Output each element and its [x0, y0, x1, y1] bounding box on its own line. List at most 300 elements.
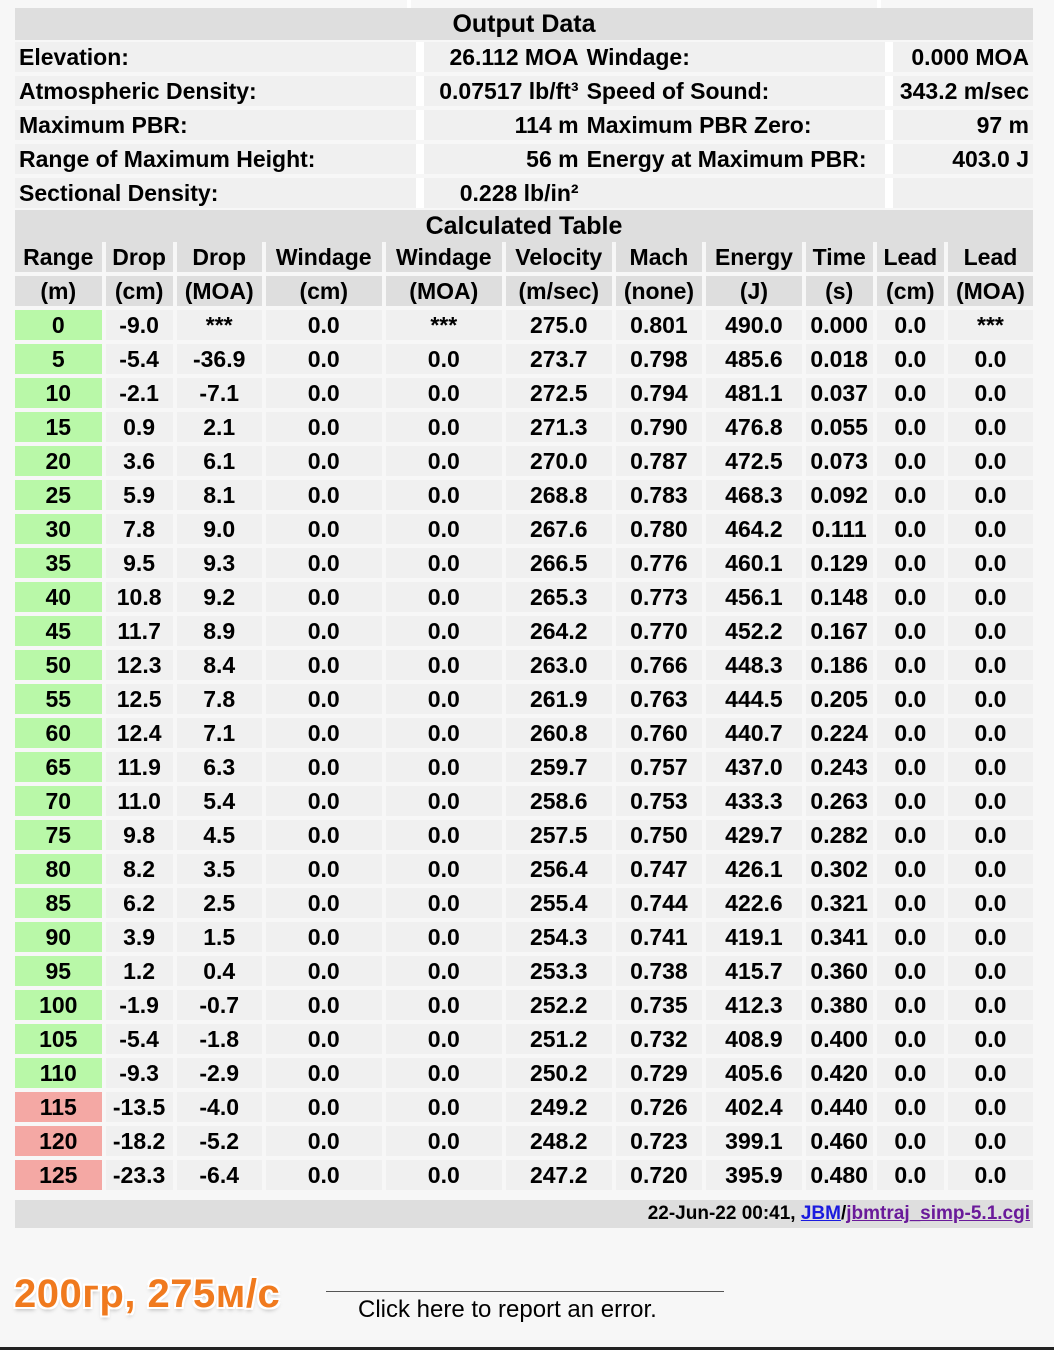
table-cell: 0.0 — [948, 446, 1033, 476]
table-cell: 0.732 — [616, 1024, 703, 1054]
table-row — [15, 310, 1033, 340]
output-label: Maximum PBR: — [15, 110, 416, 140]
table-cell: 251.2 — [506, 1024, 612, 1054]
table-cell: 0.0 — [266, 480, 382, 510]
table-cell: 0.0 — [386, 446, 502, 476]
table-cell: 2.1 — [177, 412, 262, 442]
table-cell: 0.0 — [948, 378, 1033, 408]
column-unit: (cm) — [266, 276, 382, 306]
table-cell: 254.3 — [506, 922, 612, 952]
table-cell: 0.243 — [806, 752, 873, 782]
table-cell: 0.0 — [948, 854, 1033, 884]
table-cell: 0.0 — [266, 582, 382, 612]
table-cell: 0.0 — [266, 616, 382, 646]
table-cell: 1.2 — [106, 956, 173, 986]
table-cell: 0.0 — [948, 1126, 1033, 1156]
table-cell: 0.000 — [806, 310, 873, 340]
divider — [326, 1291, 724, 1292]
output-row — [15, 144, 1033, 174]
column-unit: (cm) — [877, 276, 944, 306]
table-row — [15, 854, 1033, 884]
table-cell: 7.8 — [177, 684, 262, 714]
table-cell: 460.1 — [706, 548, 801, 578]
jbm-link[interactable]: JBM — [800, 1203, 841, 1224]
table-cell: 0.0 — [266, 446, 382, 476]
table-cell: 0.0 — [877, 310, 944, 340]
table-cell: -7.1 — [177, 378, 262, 408]
table-cell: 464.2 — [706, 514, 801, 544]
table-cell: 0.0 — [266, 956, 382, 986]
table-cell: 3.6 — [106, 446, 173, 476]
range-cell: 45 — [15, 616, 102, 646]
table-cell: 0.420 — [806, 1058, 873, 1088]
table-cell: 0.0 — [386, 412, 502, 442]
output-value: 56 m — [424, 144, 582, 174]
column-header: Velocity — [506, 242, 612, 272]
cell-gap — [416, 76, 424, 106]
table-cell: 0.186 — [806, 650, 873, 680]
table-row — [15, 344, 1033, 374]
table-cell: 399.1 — [706, 1126, 801, 1156]
table-cell: 412.3 — [706, 990, 801, 1020]
table-cell: 270.0 — [506, 446, 612, 476]
table-cell: 9.8 — [106, 820, 173, 850]
table-row — [15, 582, 1033, 612]
report-error-link[interactable]: Click here to report an error. — [358, 1296, 657, 1323]
table-cell: 405.6 — [706, 1058, 801, 1088]
table-cell: 0.0 — [386, 650, 502, 680]
table-cell: 0.0 — [266, 786, 382, 816]
cell-gap — [885, 144, 893, 174]
table-cell: 0.302 — [806, 854, 873, 884]
table-cell: 265.3 — [506, 582, 612, 612]
range-cell: 55 — [15, 684, 102, 714]
table-row — [15, 480, 1033, 510]
table-cell: 0.0 — [948, 514, 1033, 544]
table-cell: -0.7 — [177, 990, 262, 1020]
table-cell: 0.773 — [616, 582, 703, 612]
output-value: 343.2 m/sec — [893, 76, 1033, 106]
table-cell: -1.8 — [177, 1024, 262, 1054]
table-cell: 0.0 — [266, 378, 382, 408]
table-cell: 12.5 — [106, 684, 173, 714]
table-cell: 6.3 — [177, 752, 262, 782]
table-cell: 0.0 — [877, 684, 944, 714]
table-cell: 456.1 — [706, 582, 801, 612]
table-row — [15, 786, 1033, 816]
table-cell: 248.2 — [506, 1126, 612, 1156]
table-cell: 0.0 — [877, 854, 944, 884]
table-cell: 0.0 — [948, 344, 1033, 374]
table-cell: 12.3 — [106, 650, 173, 680]
table-cell: 402.4 — [706, 1092, 801, 1122]
table-cell: 7.1 — [177, 718, 262, 748]
table-cell: 0.0 — [948, 1092, 1033, 1122]
table-cell: 0.224 — [806, 718, 873, 748]
table-cell: 2.5 — [177, 888, 262, 918]
output-label: Energy at Maximum PBR: — [583, 144, 885, 174]
table-cell: 6.1 — [177, 446, 262, 476]
range-cell: 5 — [15, 344, 102, 374]
range-cell: 35 — [15, 548, 102, 578]
table-cell: 0.0 — [386, 922, 502, 952]
table-cell: 481.1 — [706, 378, 801, 408]
table-cell: 0.0 — [386, 752, 502, 782]
table-cell: 0.801 — [616, 310, 703, 340]
table-cell: 0.0 — [386, 956, 502, 986]
table-cell: 0.0 — [877, 1024, 944, 1054]
table-cell: 264.2 — [506, 616, 612, 646]
column-unit: (m/sec) — [506, 276, 612, 306]
calculated-table — [11, 238, 1037, 1194]
table-cell: 0.790 — [616, 412, 703, 442]
table-cell: 0.0 — [386, 616, 502, 646]
table-cell: 0.0 — [948, 650, 1033, 680]
table-cell: 0.783 — [616, 480, 703, 510]
output-label — [583, 178, 885, 208]
jbmtraj-link[interactable]: jbmtraj_simp-5.1.cgi — [846, 1203, 1030, 1224]
table-cell: 8.4 — [177, 650, 262, 680]
table-cell: 429.7 — [706, 820, 801, 850]
column-header: Lead — [877, 242, 944, 272]
table-cell: 0.0 — [386, 1092, 502, 1122]
table-cell: 0.0 — [877, 412, 944, 442]
table-cell: 0.0 — [877, 446, 944, 476]
table-cell: 0.0 — [266, 650, 382, 680]
table-cell: 8.2 — [106, 854, 173, 884]
header-row — [15, 242, 1033, 272]
table-cell: 0.766 — [616, 650, 703, 680]
table-cell: 267.6 — [506, 514, 612, 544]
range-cell: 80 — [15, 854, 102, 884]
cell-gap — [416, 178, 424, 208]
table-cell: 0.0 — [386, 480, 502, 510]
table-cell: 273.7 — [506, 344, 612, 374]
table-cell: 0.0 — [948, 922, 1033, 952]
table-cell: 0.776 — [616, 548, 703, 578]
table-row — [15, 1058, 1033, 1088]
column-unit: (none) — [616, 276, 703, 306]
table-cell: 8.9 — [177, 616, 262, 646]
table-cell: 0.0 — [948, 990, 1033, 1020]
table-cell: 426.1 — [706, 854, 801, 884]
table-cell: 0.0 — [877, 1092, 944, 1122]
table-cell: 4.5 — [177, 820, 262, 850]
column-unit: (MOA) — [948, 276, 1033, 306]
table-cell: 0.0 — [948, 888, 1033, 918]
range-cell: 90 — [15, 922, 102, 952]
output-row — [15, 42, 1033, 72]
output-label: Sectional Density: — [15, 178, 416, 208]
table-cell: 0.360 — [806, 956, 873, 986]
table-cell: 0.0 — [266, 718, 382, 748]
table-cell: 247.2 — [506, 1160, 612, 1190]
table-row — [15, 820, 1033, 850]
table-cell: -5.2 — [177, 1126, 262, 1156]
table-cell: 0.0 — [877, 1126, 944, 1156]
table-cell: 0.0 — [877, 888, 944, 918]
table-cell: 0.341 — [806, 922, 873, 952]
table-row — [15, 446, 1033, 476]
range-cell: 75 — [15, 820, 102, 850]
table-cell: 422.6 — [706, 888, 801, 918]
table-row — [15, 1092, 1033, 1122]
table-cell: 0.0 — [948, 1058, 1033, 1088]
table-cell: 0.0 — [266, 684, 382, 714]
table-cell: 0.0 — [877, 582, 944, 612]
table-cell: 0.0 — [266, 514, 382, 544]
table-cell: 0.753 — [616, 786, 703, 816]
table-cell: 272.5 — [506, 378, 612, 408]
table-row — [15, 378, 1033, 408]
table-cell: 0.741 — [616, 922, 703, 952]
cell-gap — [885, 110, 893, 140]
table-cell: 0.0 — [877, 752, 944, 782]
table-cell: 256.4 — [506, 854, 612, 884]
table-cell: 444.5 — [706, 684, 801, 714]
table-cell: 0.0 — [266, 344, 382, 374]
table-cell: 0.735 — [616, 990, 703, 1020]
table-cell: 0.129 — [806, 548, 873, 578]
table-cell: 0.0 — [386, 548, 502, 578]
table-cell: 0.0 — [386, 888, 502, 918]
range-cell: 10 — [15, 378, 102, 408]
table-cell: 0.263 — [806, 786, 873, 816]
table-row — [15, 990, 1033, 1020]
table-cell: 0.723 — [616, 1126, 703, 1156]
range-cell: 115 — [15, 1092, 102, 1122]
table-cell: 0.055 — [806, 412, 873, 442]
table-cell: 0.167 — [806, 616, 873, 646]
table-row — [15, 650, 1033, 680]
table-cell: 0.440 — [806, 1092, 873, 1122]
output-value: 0.228 lb/in² — [424, 178, 582, 208]
table-cell: 253.3 — [506, 956, 612, 986]
range-cell: 105 — [15, 1024, 102, 1054]
table-cell: 0.794 — [616, 378, 703, 408]
column-header: Windage — [386, 242, 502, 272]
table-cell: 472.5 — [706, 446, 801, 476]
table-cell: 0.780 — [616, 514, 703, 544]
table-cell: 0.0 — [877, 480, 944, 510]
table-cell: 0.726 — [616, 1092, 703, 1122]
table-cell: 11.0 — [106, 786, 173, 816]
watermark-text: 200гр, 275м/с — [14, 1272, 281, 1316]
table-cell: 0.0 — [386, 854, 502, 884]
table-cell: 0.0 — [877, 1058, 944, 1088]
footer-bar — [15, 1200, 1033, 1228]
table-cell: 12.4 — [106, 718, 173, 748]
column-unit: (cm) — [106, 276, 173, 306]
table-cell: 0.0 — [266, 752, 382, 782]
table-cell: 0.763 — [616, 684, 703, 714]
column-unit: (m) — [15, 276, 102, 306]
table-cell: 0.0 — [877, 548, 944, 578]
table-cell: 0.0 — [386, 1058, 502, 1088]
table-cell: 0.0 — [948, 548, 1033, 578]
table-row — [15, 718, 1033, 748]
table-cell: 0.0 — [266, 1092, 382, 1122]
table-cell: 485.6 — [706, 344, 801, 374]
range-cell: 120 — [15, 1126, 102, 1156]
table-cell: 433.3 — [706, 786, 801, 816]
table-row — [15, 1024, 1033, 1054]
range-cell: 125 — [15, 1160, 102, 1190]
table-cell: 0.092 — [806, 480, 873, 510]
table-cell: 259.7 — [506, 752, 612, 782]
table-cell: 0.0 — [877, 786, 944, 816]
output-value: 26.112 MOA — [424, 42, 582, 72]
table-cell: 0.018 — [806, 344, 873, 374]
table-cell: 9.0 — [177, 514, 262, 544]
table-cell: 5.4 — [177, 786, 262, 816]
table-cell: 0.0 — [948, 752, 1033, 782]
table-cell: 0.0 — [386, 786, 502, 816]
table-cell: 261.9 — [506, 684, 612, 714]
table-cell: -23.3 — [106, 1160, 173, 1190]
table-cell: 10.8 — [106, 582, 173, 612]
table-cell: 0.111 — [806, 514, 873, 544]
table-cell: 266.5 — [506, 548, 612, 578]
table-cell: -13.5 — [106, 1092, 173, 1122]
column-header: Energy — [706, 242, 801, 272]
table-cell: 0.0 — [877, 922, 944, 952]
table-cell: 0.380 — [806, 990, 873, 1020]
table-cell: 0.798 — [616, 344, 703, 374]
table-cell: 0.0 — [386, 718, 502, 748]
output-data-table — [15, 38, 1033, 212]
table-cell: 0.770 — [616, 616, 703, 646]
table-cell: 0.0 — [877, 1160, 944, 1190]
table-cell: 7.8 — [106, 514, 173, 544]
range-cell: 50 — [15, 650, 102, 680]
cell-gap — [885, 178, 893, 208]
table-cell: 0.0 — [877, 650, 944, 680]
range-cell: 60 — [15, 718, 102, 748]
table-cell: 0.0 — [948, 1024, 1033, 1054]
table-cell: 0.460 — [806, 1126, 873, 1156]
column-header: Mach — [616, 242, 703, 272]
table-cell: 0.321 — [806, 888, 873, 918]
column-unit: (J) — [706, 276, 801, 306]
table-cell: 0.0 — [877, 378, 944, 408]
table-cell: 0.0 — [948, 480, 1033, 510]
table-row — [15, 752, 1033, 782]
table-cell: 0.0 — [948, 582, 1033, 612]
table-cell: 0.0 — [386, 684, 502, 714]
table-row — [15, 956, 1033, 986]
table-cell: 0.0 — [948, 956, 1033, 986]
table-cell: 0.0 — [386, 1126, 502, 1156]
output-value: 0.000 MOA — [893, 42, 1033, 72]
output-value: 0.07517 lb/ft³ — [424, 76, 582, 106]
table-cell: -36.9 — [177, 344, 262, 374]
table-cell: 0.0 — [266, 888, 382, 918]
table-cell: -9.0 — [106, 310, 173, 340]
footer-slash: / — [840, 1203, 847, 1224]
table-cell: 415.7 — [706, 956, 801, 986]
range-cell: 20 — [15, 446, 102, 476]
table-cell: 0.0 — [266, 1126, 382, 1156]
table-cell: 0.0 — [266, 412, 382, 442]
table-cell: 250.2 — [506, 1058, 612, 1088]
table-cell: *** — [386, 310, 502, 340]
table-cell: 476.8 — [706, 412, 801, 442]
table-cell: -1.9 — [106, 990, 173, 1020]
table-row — [15, 548, 1033, 578]
table-cell: 0.0 — [266, 1160, 382, 1190]
table-cell: 0.0 — [948, 1160, 1033, 1190]
cell-gap — [416, 42, 424, 72]
table-cell: 0.0 — [877, 344, 944, 374]
range-cell: 85 — [15, 888, 102, 918]
table-cell: 258.6 — [506, 786, 612, 816]
range-cell: 100 — [15, 990, 102, 1020]
output-value — [893, 178, 1033, 208]
range-cell: 65 — [15, 752, 102, 782]
table-cell: 5.9 — [106, 480, 173, 510]
table-cell: 0.0 — [948, 616, 1033, 646]
table-cell: 0.0 — [386, 990, 502, 1020]
table-cell: 0.400 — [806, 1024, 873, 1054]
page-content — [15, 0, 1033, 1228]
table-cell: 0.4 — [177, 956, 262, 986]
table-cell: 275.0 — [506, 310, 612, 340]
table-cell: 0.148 — [806, 582, 873, 612]
table-cell: 257.5 — [506, 820, 612, 850]
table-cell: 0.037 — [806, 378, 873, 408]
output-data-title: Output Data — [15, 8, 1033, 40]
range-cell: 30 — [15, 514, 102, 544]
column-header: Time — [806, 242, 873, 272]
table-cell: 0.720 — [616, 1160, 703, 1190]
table-cell: 249.2 — [506, 1092, 612, 1122]
table-cell: 0.0 — [386, 1160, 502, 1190]
range-cell: 40 — [15, 582, 102, 612]
table-cell: 468.3 — [706, 480, 801, 510]
table-cell: 11.9 — [106, 752, 173, 782]
column-unit: (s) — [806, 276, 873, 306]
table-cell: 0.747 — [616, 854, 703, 884]
table-cell: 0.787 — [616, 446, 703, 476]
table-row — [15, 514, 1033, 544]
table-cell: 0.0 — [948, 718, 1033, 748]
table-row — [15, 616, 1033, 646]
range-cell: 95 — [15, 956, 102, 986]
output-label: Elevation: — [15, 42, 416, 72]
output-row — [15, 76, 1033, 106]
column-header: Range — [15, 242, 102, 272]
table-cell: 0.0 — [386, 820, 502, 850]
calculated-table-title: Calculated Table — [15, 210, 1033, 242]
table-cell: 0.0 — [266, 310, 382, 340]
table-cell: *** — [177, 310, 262, 340]
output-value: 97 m — [893, 110, 1033, 140]
table-cell: 0.0 — [877, 990, 944, 1020]
table-cell: 0.0 — [948, 820, 1033, 850]
column-header: Windage — [266, 242, 382, 272]
table-cell: 490.0 — [706, 310, 801, 340]
range-cell: 110 — [15, 1058, 102, 1088]
table-cell: -2.1 — [106, 378, 173, 408]
top-strip — [15, 0, 1033, 8]
table-cell: 11.7 — [106, 616, 173, 646]
table-cell: 0.0 — [877, 956, 944, 986]
cell-gap — [416, 144, 424, 174]
table-cell: 268.8 — [506, 480, 612, 510]
table-cell: 260.8 — [506, 718, 612, 748]
output-label: Speed of Sound: — [583, 76, 885, 106]
